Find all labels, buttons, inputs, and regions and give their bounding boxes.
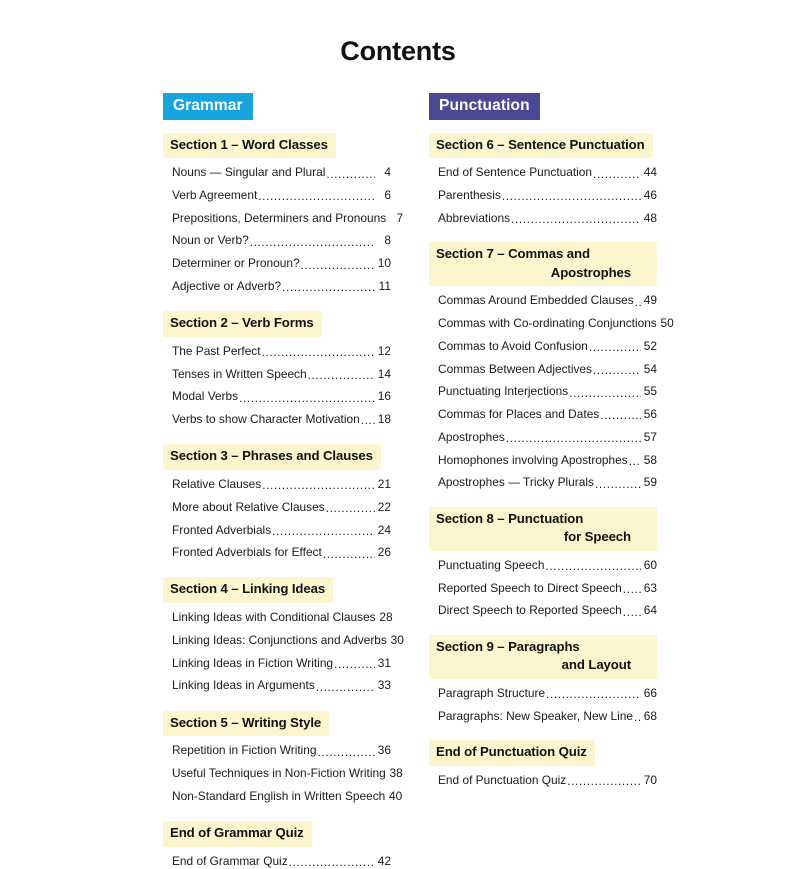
toc-dot-leader — [567, 776, 641, 788]
toc-dot-leader — [589, 342, 641, 354]
column-punctuation — [429, 93, 657, 869]
toc-entry-page-number: 38 — [388, 766, 403, 781]
section-heading-line1: Section 9 – Paragraphs — [436, 638, 649, 657]
toc-entry-page-number: 11 — [376, 279, 391, 294]
toc-dot-leader — [308, 370, 375, 382]
toc-dot-leader — [316, 682, 375, 694]
toc-dot-leader — [326, 503, 375, 515]
toc-entry-list — [163, 477, 391, 560]
toc-entry-page-number: 26 — [376, 545, 391, 560]
section-heading: Section 4 – Linking Ideas — [163, 577, 333, 603]
toc-dot-leader — [629, 456, 641, 468]
toc-entry-page-number: 22 — [376, 500, 391, 515]
toc-entry-title: Verbs to show Character Motivation — [172, 412, 360, 427]
toc-entry-page-number: 63 — [642, 581, 657, 596]
section-heading — [429, 507, 657, 551]
column-grammar — [163, 93, 391, 869]
toc-entry-title: Nouns — Singular and Plural — [172, 165, 325, 180]
toc-entry[interactable] — [172, 256, 391, 271]
toc-entry[interactable] — [438, 362, 657, 377]
toc-entry[interactable] — [438, 407, 657, 422]
section-heading — [429, 635, 657, 679]
toc-entry-title: End of Punctuation Quiz — [438, 773, 566, 788]
toc-entry-title: The Past Perfect — [172, 344, 261, 359]
toc-entry-page-number: 59 — [642, 475, 657, 490]
toc-entry-page-number: 31 — [376, 656, 391, 671]
toc-entry-title: Repetition in Fiction Writing — [172, 743, 317, 758]
toc-entry-title: Relative Clauses — [172, 477, 261, 492]
toc-entry[interactable] — [172, 412, 391, 427]
toc-entry[interactable] — [438, 558, 657, 573]
section-block — [163, 444, 391, 560]
section-heading-line2: for Speech — [436, 528, 649, 547]
toc-entry[interactable] — [438, 686, 657, 701]
toc-dot-leader — [262, 480, 375, 492]
toc-entry[interactable] — [172, 211, 391, 226]
toc-entry[interactable] — [172, 766, 391, 781]
sections-container-grammar — [163, 133, 391, 869]
toc-entry-page-number: 36 — [376, 743, 391, 758]
toc-entry-title: More about Relative Clauses — [172, 500, 325, 515]
toc-entry[interactable] — [172, 389, 391, 404]
toc-dot-leader — [600, 410, 641, 422]
toc-entry-page-number: 42 — [376, 854, 391, 869]
contents-columns — [0, 93, 800, 869]
section-heading: Section 3 – Phrases and Clauses — [163, 444, 381, 470]
toc-entry-title: Reported Speech to Direct Speech — [438, 581, 622, 596]
section-heading-line1: Section 7 – Commas and — [436, 245, 649, 264]
section-heading: Section 2 – Verb Forms — [163, 311, 322, 337]
toc-entry-title: Abbreviations — [438, 211, 510, 226]
toc-entry-page-number: 54 — [642, 362, 657, 377]
toc-entry[interactable] — [438, 384, 657, 399]
toc-entry-page-number: 60 — [642, 558, 657, 573]
toc-entry-title: Commas Between Adjectives — [438, 362, 592, 377]
toc-entry-page-number: 70 — [642, 773, 657, 788]
toc-entry-list — [163, 344, 391, 427]
toc-entry[interactable] — [172, 367, 391, 382]
toc-dot-leader — [623, 584, 641, 596]
toc-dot-leader — [595, 479, 641, 491]
section-block — [163, 133, 391, 295]
toc-entry-page-number: 50 — [659, 316, 674, 331]
toc-entry[interactable] — [172, 545, 391, 560]
toc-dot-leader — [545, 561, 641, 573]
toc-entry[interactable] — [172, 854, 391, 869]
toc-entry-title: Parenthesis — [438, 188, 501, 203]
toc-entry-title: End of Sentence Punctuation — [438, 165, 592, 180]
toc-entry[interactable] — [438, 475, 657, 490]
section-block — [429, 740, 657, 788]
toc-entry-title: Punctuating Interjections — [438, 384, 568, 399]
toc-entry[interactable] — [438, 316, 657, 331]
toc-entry[interactable] — [438, 211, 657, 226]
section-block — [163, 711, 391, 804]
toc-entry[interactable] — [438, 453, 657, 468]
toc-entry-title: Fronted Adverbials — [172, 523, 271, 538]
section-heading-line2: Apostrophes — [436, 264, 649, 283]
toc-entry-title: Useful Techniques in Non-Fiction Writing — [172, 766, 386, 781]
section-heading-line2: and Layout — [436, 656, 649, 675]
toc-entry-title: Apostrophes — Tricky Plurals — [438, 475, 594, 490]
toc-entry[interactable] — [438, 709, 657, 724]
toc-entry-list — [429, 558, 657, 619]
page-title: Contents — [0, 0, 800, 65]
toc-entry-page-number: 46 — [642, 188, 657, 203]
toc-entry[interactable] — [438, 581, 657, 596]
toc-entry-list — [163, 854, 391, 869]
toc-entry[interactable] — [172, 344, 391, 359]
toc-entry-title: Determiner or Pronoun? — [172, 256, 300, 271]
toc-entry[interactable] — [172, 656, 391, 671]
toc-entry[interactable] — [438, 293, 657, 308]
toc-entry[interactable] — [172, 523, 391, 538]
toc-entry[interactable] — [172, 188, 391, 203]
toc-entry-title: Punctuating Speech — [438, 558, 544, 573]
section-heading: End of Punctuation Quiz — [429, 740, 595, 766]
toc-entry-page-number: 28 — [378, 610, 393, 625]
toc-entry[interactable] — [172, 279, 391, 294]
toc-entry[interactable] — [172, 789, 391, 804]
toc-entry-page-number: 24 — [376, 523, 391, 538]
toc-entry-page-number: 64 — [642, 603, 657, 618]
toc-entry-page-number: 7 — [388, 211, 403, 226]
toc-entry-title: Linking Ideas in Arguments — [172, 678, 315, 693]
toc-entry-page-number: 12 — [376, 344, 391, 359]
toc-entry-page-number: 48 — [642, 211, 657, 226]
toc-entry-title: Apostrophes — [438, 430, 505, 445]
toc-entry-page-number: 14 — [376, 367, 391, 382]
toc-entry-title: Linking Ideas in Fiction Writing — [172, 656, 333, 671]
toc-entry-title: Homophones involving Apostrophes — [438, 453, 628, 468]
toc-entry-title: Non-Standard English in Written Speech — [172, 789, 385, 804]
toc-entry[interactable] — [172, 233, 391, 248]
toc-dot-leader — [318, 747, 375, 759]
toc-entry[interactable] — [438, 773, 657, 788]
toc-entry-page-number: 16 — [376, 389, 391, 404]
toc-entry-title: Noun or Verb? — [172, 233, 249, 248]
toc-entry-page-number: 55 — [642, 384, 657, 399]
toc-entry-title: Verb Agreement — [172, 188, 257, 203]
toc-dot-leader — [272, 526, 375, 538]
toc-dot-leader — [361, 415, 375, 427]
section-block — [429, 242, 657, 491]
toc-dot-leader — [239, 393, 375, 405]
toc-entry-page-number: 40 — [387, 789, 402, 804]
toc-entry[interactable] — [438, 339, 657, 354]
toc-dot-leader — [282, 282, 375, 294]
section-block — [429, 507, 657, 619]
toc-entry[interactable] — [172, 743, 391, 758]
toc-dot-leader — [634, 712, 641, 724]
toc-entry-page-number: 10 — [376, 256, 391, 271]
toc-entry-title: Adjective or Adverb? — [172, 279, 281, 294]
toc-dot-leader — [301, 260, 375, 272]
toc-entry-list — [429, 773, 657, 788]
toc-entry-title: Direct Speech to Reported Speech — [438, 603, 622, 618]
toc-entry-title: Commas for Places and Dates — [438, 407, 599, 422]
toc-entry[interactable] — [172, 678, 391, 693]
toc-dot-leader — [502, 191, 641, 203]
section-block — [429, 635, 657, 724]
toc-entry[interactable] — [172, 633, 391, 648]
toc-entry-page-number: 18 — [376, 412, 391, 427]
section-block — [429, 133, 657, 226]
section-heading: Section 5 – Writing Style — [163, 711, 329, 737]
toc-entry[interactable] — [438, 603, 657, 618]
toc-entry[interactable] — [172, 477, 391, 492]
toc-dot-leader — [258, 191, 375, 203]
category-badge-grammar: Grammar — [163, 93, 253, 120]
toc-entry[interactable] — [438, 430, 657, 445]
section-block — [163, 311, 391, 427]
toc-entry-list — [163, 743, 391, 804]
toc-entry-list — [429, 686, 657, 724]
toc-dot-leader — [250, 237, 375, 249]
toc-entry-list — [163, 610, 391, 693]
section-heading: Section 6 – Sentence Punctuation — [429, 133, 653, 159]
toc-entry-page-number: 49 — [642, 293, 657, 308]
toc-entry-list — [163, 165, 391, 294]
section-heading: End of Grammar Quiz — [163, 821, 312, 847]
toc-entry-title: Paragraphs: New Speaker, New Line — [438, 709, 633, 724]
toc-entry-page-number: 52 — [642, 339, 657, 354]
toc-entry-page-number: 6 — [376, 188, 391, 203]
toc-entry-title: Linking Ideas: Conjunctions and Adverbs — [172, 633, 387, 648]
toc-entry[interactable] — [172, 165, 391, 180]
toc-entry-title: Fronted Adverbials for Effect — [172, 545, 322, 560]
toc-entry[interactable] — [172, 500, 391, 515]
toc-dot-leader — [323, 549, 375, 561]
toc-entry-page-number: 21 — [376, 477, 391, 492]
section-heading-line1: Section 8 – Punctuation — [436, 510, 649, 529]
toc-entry-title: Commas to Avoid Confusion — [438, 339, 588, 354]
toc-entry-page-number: 68 — [642, 709, 657, 724]
toc-entry[interactable] — [438, 165, 657, 180]
category-badge-punctuation: Punctuation — [429, 93, 540, 120]
toc-entry-page-number: 56 — [642, 407, 657, 422]
toc-entry-title: Modal Verbs — [172, 389, 238, 404]
section-heading — [429, 242, 657, 286]
toc-dot-leader — [546, 690, 641, 702]
toc-entry-title: Commas with Co-ordinating Conjunctions — [438, 316, 657, 331]
toc-entry-list — [429, 293, 657, 490]
toc-entry-title: End of Grammar Quiz — [172, 854, 288, 869]
toc-entry-page-number: 8 — [376, 233, 391, 248]
toc-entry-page-number: 57 — [642, 430, 657, 445]
section-heading: Section 1 – Word Classes — [163, 133, 336, 159]
toc-entry-page-number: 30 — [389, 633, 404, 648]
toc-dot-leader — [635, 297, 641, 309]
toc-dot-leader — [569, 388, 641, 400]
toc-dot-leader — [506, 433, 641, 445]
toc-entry-list — [429, 165, 657, 226]
section-block — [163, 577, 391, 693]
toc-entry-title: Prepositions, Determiners and Pronouns — [172, 211, 386, 226]
toc-dot-leader — [623, 607, 641, 619]
toc-dot-leader — [593, 365, 641, 377]
toc-dot-leader — [593, 169, 641, 181]
toc-dot-leader — [334, 659, 375, 671]
toc-dot-leader — [511, 214, 641, 226]
toc-entry-title: Tenses in Written Speech — [172, 367, 307, 382]
toc-dot-leader — [262, 347, 375, 359]
sections-container-punctuation — [429, 133, 657, 789]
toc-entry-page-number: 44 — [642, 165, 657, 180]
toc-entry-page-number: 4 — [376, 165, 391, 180]
toc-dot-leader — [289, 857, 375, 869]
toc-entry-page-number: 66 — [642, 686, 657, 701]
toc-entry-page-number: 33 — [376, 678, 391, 693]
section-block — [163, 821, 391, 869]
toc-entry-title: Paragraph Structure — [438, 686, 545, 701]
toc-entry-page-number: 58 — [642, 453, 657, 468]
toc-entry-title: Commas Around Embedded Clauses — [438, 293, 634, 308]
toc-entry[interactable] — [438, 188, 657, 203]
toc-entry-title: Linking Ideas with Conditional Clauses — [172, 610, 376, 625]
toc-dot-leader — [326, 169, 375, 181]
toc-entry[interactable] — [172, 610, 391, 625]
